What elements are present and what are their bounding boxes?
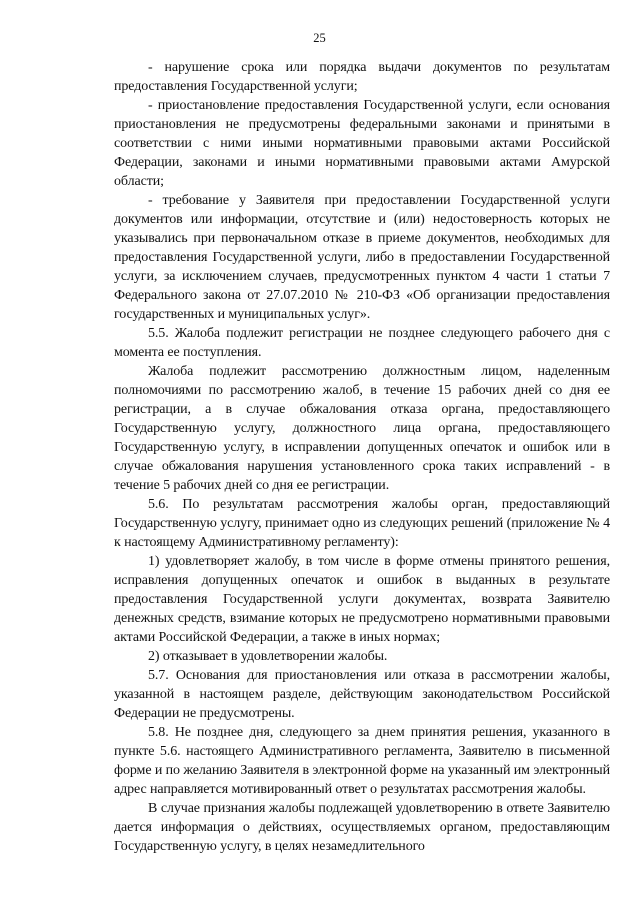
- paragraph-5-8-response: 5.8. Не позднее дня, следующего за днем принятия решения, указанного в пункте 5.6. настоящего Административного регламента, Заявителю в письменной форме и по желанию Заявителя в электронной форме на указанный им электронный адрес направляется мотивированный ответ о результатах рассмотрения жалобы.: [114, 725, 610, 797]
- paragraph-decision-refuse: 2) отказывает в удовлетворении жалобы.: [148, 649, 388, 664]
- paragraph-5-5-registration: 5.5. Жалоба подлежит регистрации не позднее следующего рабочего дня с момента ее поступления.: [114, 326, 610, 360]
- paragraph-complaint-review-term: Жалоба подлежит рассмотрению должностным лицом, наделенным полномочиями по рассмотрению жалоб, в течение 15 рабочих дней со дня ее регистрации, а в случае обжалования отказа органа, предоставляющего Государственную услугу, должностного лица органа, предоставляющего Государственную услугу, в исправлении допущенных опечаток и ошибок или в случае обжалования нарушения установленного срока таких исправлений - в течение 5 рабочих дней со дня ее регистрации.: [114, 364, 610, 493]
- page-number: 25: [313, 31, 326, 45]
- paragraph-5-7-grounds: 5.7. Основания для приостановления или отказа в рассмотрении жалобы, указанной в настоящем разделе, действующим законодательством Российской Федерации не предусмотрены.: [114, 668, 610, 721]
- paragraph-decision-satisfy: 1) удовлетворяет жалобу, в том числе в форме отмены принятого решения, исправления допущенных опечаток и ошибок в выданных в результате предоставления Государственной услуги документах, возврата Заявителю денежных средств, взимание которых не предусмотрено нормативными правовыми актами Российской Федерации, а также в иных нормах;: [114, 554, 610, 645]
- document-body: [114, 58, 610, 856]
- paragraph-suspension: - приостановление предоставления Государственной услуги, если основания приостановления не предусмотрены федеральными законами и принятыми в соответствии с ними иными нормативными правовыми актами Российской Федерации, законами и иными нормативными правовыми актами Амурской области;: [114, 98, 610, 189]
- paragraph-satisfaction-info: В случае признания жалобы подлежащей удовлетворению в ответе Заявителю дается информация о действиях, осуществляемых органом, предоставляющим Государственную услугу, в целях незамедлительного: [114, 801, 610, 854]
- paragraph-violation-deadline: - нарушение срока или порядка выдачи документов по результатам предоставления Государственной услуги;: [114, 60, 610, 94]
- paragraph-5-6-decisions: 5.6. По результатам рассмотрения жалобы орган, предоставляющий Государственную услугу, принимает одно из следующих решений (приложение № 4 к настоящему Административному регламенту):: [114, 497, 610, 550]
- paragraph-document-requirement: - требование у Заявителя при предоставлении Государственной услуги документов или информации, отсутствие и (или) недостоверность которых не указывались при первоначальном отказе в приеме документов, необходимых для предоставления Государственной услуги, либо в предоставлении Государственной услуги, за исключением случаев, предусмотренных пунктом 4 части 1 статьи 7 Федерального закона от 27.07.2010 № 210-ФЗ «Об организации предоставления государственных и муниципальных услуг».: [114, 193, 610, 322]
